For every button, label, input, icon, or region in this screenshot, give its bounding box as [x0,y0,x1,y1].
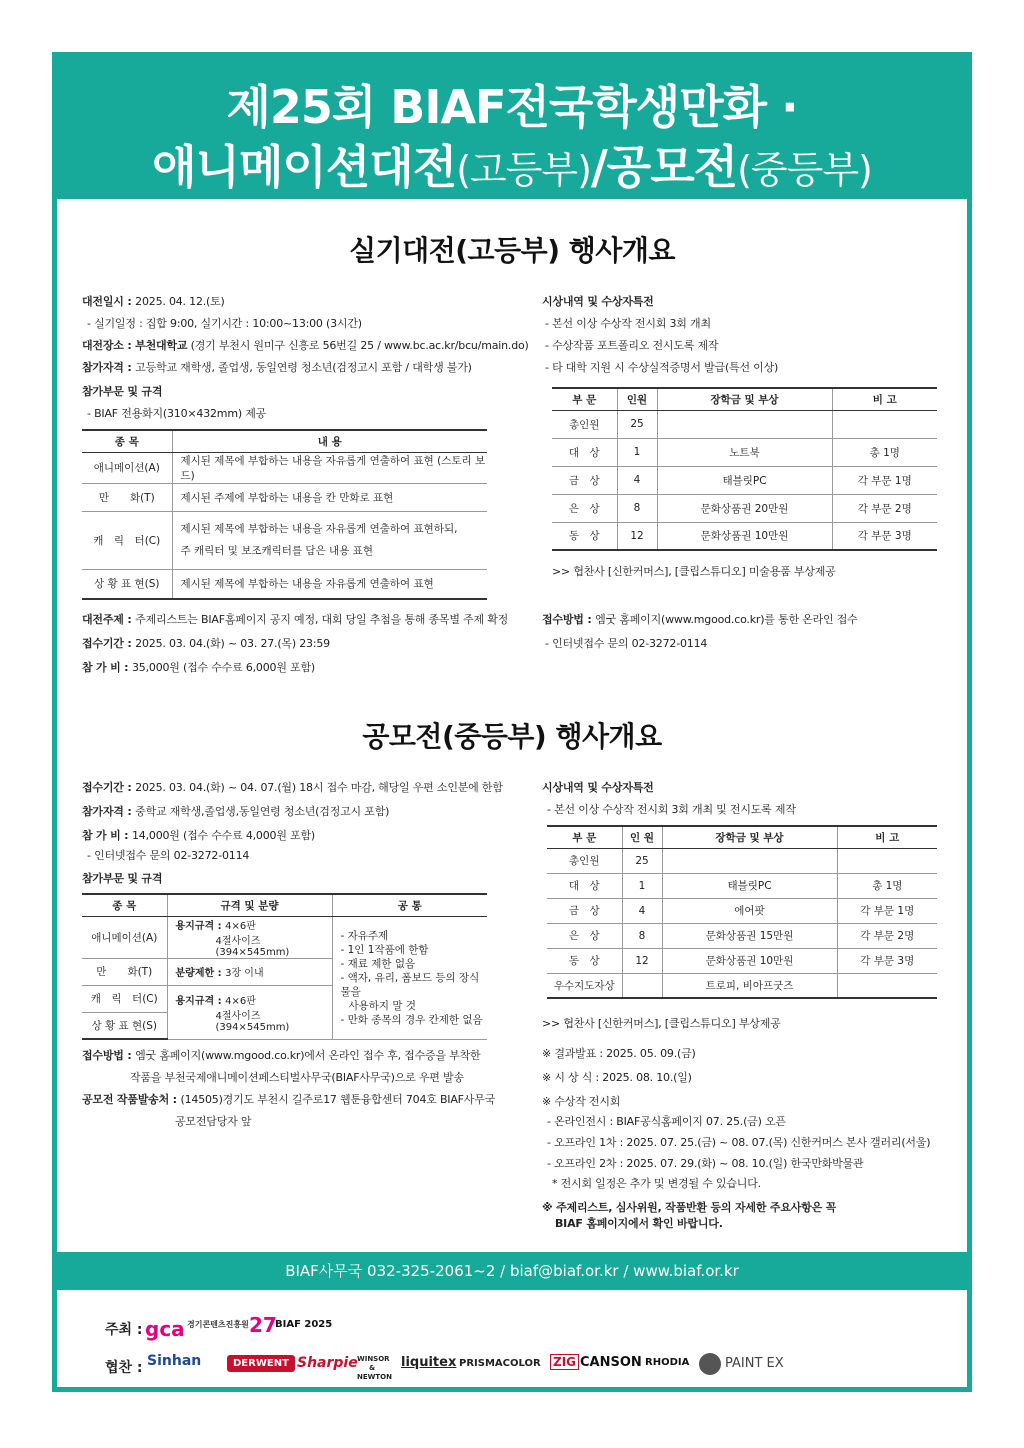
middle-ceremony: ※ 시 상 식 : 2025. 08. 10.(일) [542,1071,692,1084]
title-main: 애니메이션대전 [152,140,457,194]
middle-send: 공모전 작품발송처 : (14505)경기도 부천시 길주로17 웹툰융합센터 704호 BIAF사무국 [82,1093,496,1106]
high-award-item: - 타 대학 지원 시 수상실적증명서 발급(특선 이상) [545,361,779,374]
high-award-item: - 수상작품 포트폴리오 전시도록 제작 [545,339,719,352]
high-sponsor-note: >> 협찬사 [신한커머스], [클립스튜디오] 미술용품 부상제공 [552,565,836,578]
high-category-label: 참가부문 및 규격 [82,385,163,398]
middle-exhibit-item: - 오프라인 2차 : 2025. 07. 29.(화) ~ 08. 10.(일) 한국만화박물관 [547,1157,864,1170]
table-header: 내 용 [172,430,487,452]
sponsor-logo-rhodia: RHODIA [645,1357,690,1368]
clip-studio-icon [699,1353,721,1375]
poster-frame [52,52,972,1392]
table-row: 캐 릭 터(C) 제시된 제목에 부합하는 내용을 자유롭게 연출하여 표현하되, 주 캐릭터 및 보조캐릭터를 담은 내용 표현 [82,511,487,569]
table-header: 규격 및 분량 [167,894,332,916]
table-header: 인원 [617,388,657,410]
host-label: 주최 : [105,1322,143,1338]
biaf-27-logo: 27 [249,1313,277,1337]
table-row: 상 황 표 현(S) [82,1012,487,1039]
high-period: 접수기간 : 2025. 03. 04.(화) ~ 03. 27.(목) 23:59 [82,637,330,650]
middle-eligibility: 참가자격 : 중학교 재학생,졸업생,동일연령 청소년(검정고시 포함) [82,805,390,818]
middle-exhibit: ※ 수상작 전시회 [542,1095,621,1108]
high-method: 접수방법 : 엠굿 홈페이지(www.mgood.co.kr)를 통한 온라인 접수 [542,613,858,626]
high-eligibility: 참가자격 : 고등학교 재학생, 졸업생, 동일연령 청소년(검정고시 포함 / 대학생 불가) [82,361,472,374]
high-award-table [552,387,937,551]
middle-notice: ※ 주제리스트, 심사위원, 작품반환 등의 자세한 주요사항은 꼭 [542,1201,837,1214]
table-row: 대 상 1 태블릿PC 총 1명 [547,873,937,898]
table-header: 종 목 [82,894,167,916]
table-row: 총인원 25 [552,410,937,438]
high-award-item: - 본선 이상 수상작 전시회 3회 개최 [545,317,711,330]
middle-section-title: 공모전(중등부) 행사개요 [362,720,662,753]
table-row: 애니메이션(A) 용지규격 : 4×6판 4절사이즈(394×545mm) - 자유주제 - 1인 1작품에 한함 - 재료 제한 없음 - 액자, 유리, 폼보드 등의 장식물을 사용하지 말 것 - 만화 종목의 경우 칸제한 없음 [82,916,487,958]
sponsor-logo-canson: CANSON [580,1355,642,1370]
sponsor-logo-paintex: PAINT EX [725,1356,784,1371]
table-header: 비 고 [837,826,937,848]
table-header: 부 문 [547,826,622,848]
high-fee: 참 가 비 : 35,000원 (접수 수수료 6,000원 포함) [82,661,315,674]
table-row: 동 상 12 문화상품권 10만원 각 부문 3명 [552,522,937,550]
high-award-label: 시상내역 및 수상자특전 [542,295,654,308]
title-sub-high: (고등부) [456,148,591,192]
middle-inquiry: - 인터넷접수 문의 02-3272-0114 [87,849,250,862]
middle-award-item: - 본선 이상 수상작 전시회 3회 개최 및 전시도록 제작 [547,803,796,816]
table-row: 만 화(T) 분량제한 : 3장 이내 [82,958,487,985]
sponsor-label: 협찬 : [105,1360,143,1376]
middle-exhibit-note: * 전시회 일정은 추가 및 변경될 수 있습니다. [552,1177,761,1190]
middle-exhibit-item: - 온라인전시 : BIAF공식홈페이지 07. 25.(금) 오픈 [547,1115,786,1128]
high-paper: - BIAF 전용화지(310×432mm) 제공 [87,407,267,420]
sponsor-logo-sinhan: Sinhan [147,1353,202,1369]
middle-category-label: 참가부문 및 규격 [82,872,163,885]
table-header: 인 원 [622,826,662,848]
high-schedule: - 실기일정 : 집합 9:00, 실기시간 : 10:00~13:00 (3시간) [87,317,362,330]
host-logo-biaf: BIAF 2025 [275,1319,333,1330]
middle-notice-2: BIAF 홈페이지에서 확인 바랍니다. [555,1217,723,1230]
poster-title-line1: 제25회 BIAF전국학생만화 · [226,80,798,134]
high-category-table [82,429,487,600]
table-header: 부 문 [552,388,617,410]
sponsor-logo-derwent: DERWENT [227,1355,295,1372]
title-band [57,57,967,199]
high-section-title: 실기대전(고등부) 행사개요 [349,234,675,267]
middle-exhibit-item: - 오프라인 1차 : 2025. 07. 25.(금) ~ 08. 07.(목) 신한커머스 본사 갤러리(서울) [547,1136,931,1149]
sponsor-logo-sharpie: Sharpie [297,1355,358,1371]
middle-method-2: 작품을 부천국제애니메이션페스티벌사무국(BIAF사무국)으로 우편 발송 [130,1071,464,1084]
poster-title-line2 [57,131,967,197]
table-row: 동 상 12 문화상품권 10만원 각 부문 3명 [547,948,937,973]
table-row: 애니메이션(A) 제시된 제목에 부합하는 내용을 자유롭게 연출하여 표현 (스토리 보드) [82,452,487,483]
table-row: 은 상 8 문화상품권 20만원 각 부문 2명 [552,494,937,522]
middle-result: ※ 결과발표 : 2025. 05. 09.(금) [542,1047,696,1060]
title-sub-middle: (중등부) [737,148,872,192]
table-header: 장학금 및 부상 [657,388,832,410]
sponsor-logo-liquitex: liquitex [401,1355,457,1370]
table-row: 금 상 4 태블릿PC 각 부문 1명 [552,466,937,494]
table-row: 우수지도자상 트로피, 비아프굿즈 [547,973,937,998]
middle-send-2: 공모전담당자 앞 [175,1115,252,1128]
table-row: 상 황 표 현(S) 제시된 제목에 부합하는 내용을 자유롭게 연출하여 표현 [82,569,487,599]
table-header: 공 통 [332,894,487,916]
table-header: 비 고 [832,388,937,410]
table-row: 만 화(T) 제시된 주제에 부합하는 내용을 칸 만화로 표현 [82,483,487,511]
table-header: 장학금 및 부상 [662,826,837,848]
middle-period: 접수기간 : 2025. 03. 04.(화) ~ 04. 07.(월) 18시 접수 마감, 해당일 우편 소인분에 한함 [82,781,503,794]
high-theme: 대전주제 : 주제리스트는 BIAF홈페이지 공지 예정, 대회 당일 추첨을 통해 종목별 주제 확정 [82,613,509,626]
table-header: 종 목 [82,430,172,452]
host-logo-gca: 경기콘텐츠진흥원 [187,1320,249,1329]
middle-fee: 참 가 비 : 14,000원 (접수 수수료 4,000원 포함) [82,829,315,842]
middle-sponsor-note: >> 협찬사 [신한커머스], [클립스튜디오] 부상제공 [542,1017,781,1030]
high-inquiry: - 인터넷접수 문의 02-3272-0114 [545,637,708,650]
middle-category-table [82,893,487,1040]
table-row: 총인원 25 [547,848,937,873]
table-row: 은 상 8 문화상품권 15만원 각 부문 2명 [547,923,937,948]
middle-award-table [547,825,937,999]
table-row: 금 상 4 에어팟 각 부문 1명 [547,898,937,923]
sponsor-logo-zig: ZIG [550,1354,579,1370]
gca-logo: gca [145,1317,185,1341]
table-row: 캐 릭 터(C) 용지규격 : 4×6판 4절사이즈(394×545mm) [82,985,487,1012]
high-date: 대전일시 : 2025. 04. 12.(토) [82,295,225,308]
table-row: 대 상 1 노트북 총 1명 [552,438,937,466]
title-contest: /공모전 [590,140,738,194]
sponsor-logo-winsor: WINSOR & NEWTON [357,1355,392,1381]
middle-method: 접수방법 : 엠굿 홈페이지(www.mgood.co.kr)에서 온라인 접수 후, 접수증을 부착한 [82,1049,481,1062]
contact-band: BIAF사무국 032-325-2061~2 / biaf@biaf.or.kr / www.biaf.or.kr [57,1252,967,1290]
high-venue: 대전장소 : 부천대학교 (경기 부천시 원미구 신흥로 56번길 25 / www.bc.ac.kr/bcu/main.do) [82,339,529,352]
middle-award-label: 시상내역 및 수상자특전 [542,781,654,794]
sponsor-logo-prismacolor: PRISMACOLOR [459,1358,541,1369]
